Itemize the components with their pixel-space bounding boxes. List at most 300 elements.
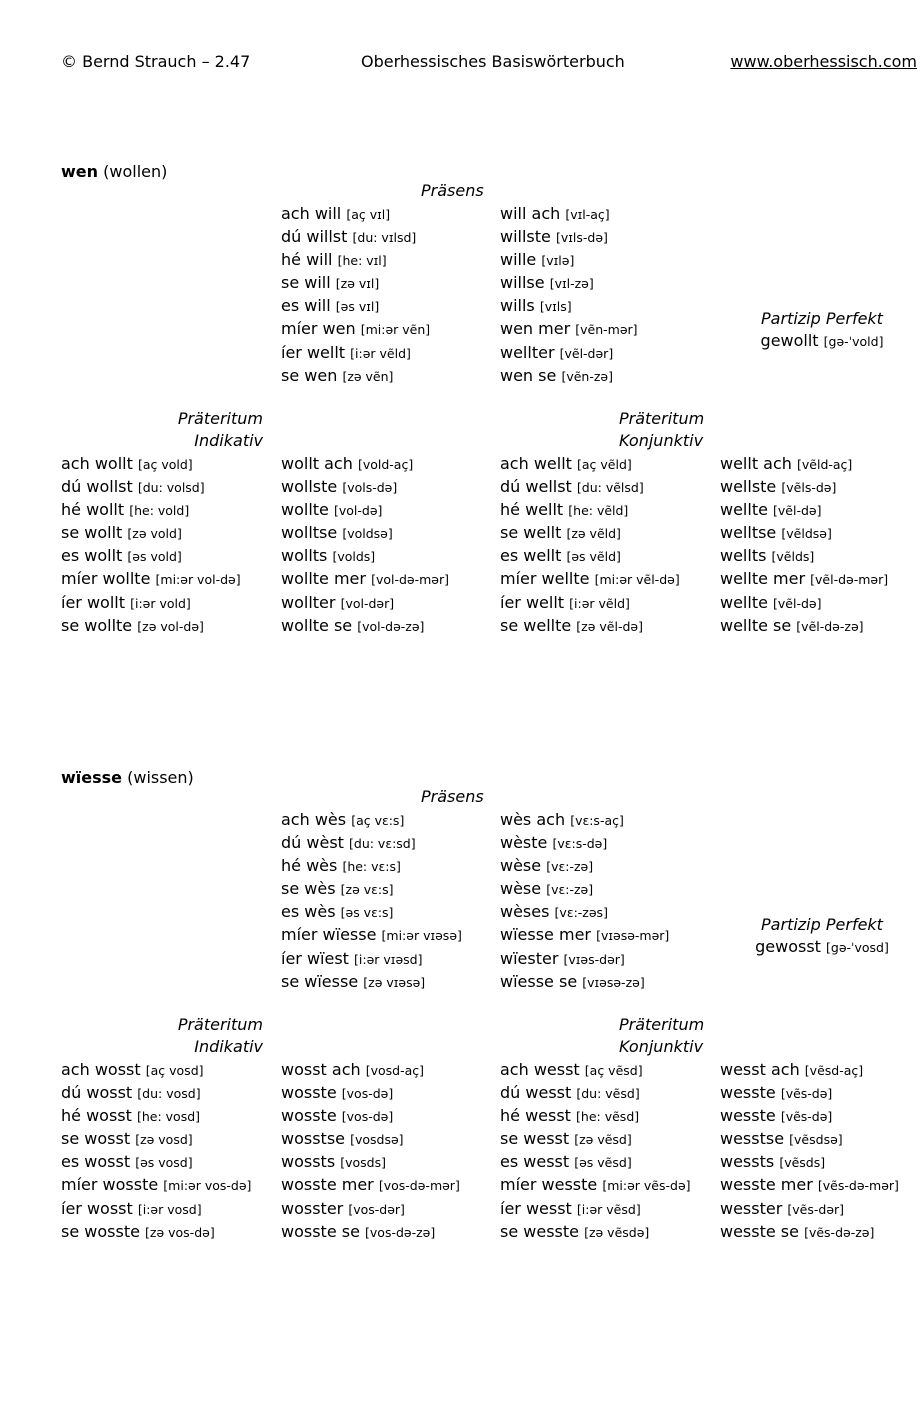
verb-form-text: se wollte: [61, 615, 133, 635]
ipa-transcription: [i:ər vẽld]: [569, 595, 630, 611]
verb-form-text: wessts: [720, 1152, 775, 1172]
praeteritum-column: [61, 1058, 279, 1243]
verb-form-text: hé wosst: [61, 1106, 132, 1126]
ipa-transcription: [vẽl-də-zə]: [796, 618, 864, 634]
conjugated-form: [281, 854, 499, 877]
conjugated-form: [61, 567, 279, 590]
ipa-transcription: [he: vold]: [129, 503, 190, 519]
conjugated-form: [61, 1150, 279, 1173]
ipa-transcription: [he: vẽld]: [568, 503, 629, 519]
verb-form-text: wille: [500, 250, 537, 270]
ipa-transcription: [vos-də]: [341, 1109, 394, 1125]
praesens-column: [281, 808, 499, 993]
conjugated-form: [61, 544, 279, 567]
ipa-transcription: [i:ər vẽsd]: [576, 1201, 641, 1217]
verb-form-text: hé will: [281, 250, 333, 270]
conjugated-form: [720, 614, 920, 637]
conjugated-form: [61, 1104, 279, 1127]
headword-gloss: (wollen): [103, 162, 168, 181]
conjugated-form: [500, 452, 718, 475]
verb-form-text: hé wellt: [500, 500, 564, 520]
conjugated-form: [500, 567, 718, 590]
conjugated-form: [720, 567, 920, 590]
headword: [61, 162, 167, 182]
ipa-transcription: [aç vẽld]: [577, 457, 632, 472]
conjugated-form: [61, 498, 279, 521]
partizip-form: [732, 330, 912, 353]
conjugated-form: [500, 900, 718, 923]
verb-form-text: wesster: [720, 1198, 783, 1218]
verb-form-text: wosste se: [281, 1221, 360, 1241]
ipa-transcription: [vɪəsə-zə]: [582, 974, 645, 990]
headword-gloss: (wissen): [127, 768, 194, 787]
conjugated-form: [500, 271, 718, 294]
conjugated-form: [720, 1220, 920, 1243]
partizip-perfekt: [732, 308, 912, 353]
conjugated-form: [281, 1173, 499, 1196]
verb-form-text: se wosste: [61, 1221, 140, 1241]
conjugated-form: [720, 1197, 920, 1220]
conjugated-form: [500, 1081, 718, 1104]
verb-form-text: íer wellt: [500, 592, 565, 612]
ipa-transcription: [əs vɪl]: [335, 299, 380, 315]
verb-form-text: wèste: [500, 833, 548, 853]
ipa-transcription: [vẽl-də]: [773, 503, 822, 519]
conjugated-form: [281, 364, 499, 387]
ipa-transcription: [zə vos-də]: [145, 1224, 215, 1240]
conjugated-form: [281, 808, 499, 831]
verb-form-text: wellte mer: [720, 569, 806, 589]
ipa-transcription: [vosdsə]: [350, 1132, 404, 1148]
conjugated-form: [500, 808, 718, 831]
verb-form-text: dú wesst: [500, 1083, 572, 1103]
conjugated-form: [720, 498, 920, 521]
ipa-transcription: [vɪlə]: [541, 253, 575, 269]
conjugated-form: [281, 498, 499, 521]
verb-form-text: se wen: [281, 365, 338, 385]
konjunktiv-label: Konjunktiv: [619, 431, 704, 450]
ipa-transcription: [i:ər vẽld]: [350, 345, 411, 361]
ipa-transcription: [aç vold]: [137, 457, 193, 472]
conjugated-form: [500, 248, 718, 271]
verb-form-text: wesste: [720, 1106, 776, 1126]
verb-form-text: wèses: [500, 902, 550, 922]
ipa-transcription: [aç vɪl]: [346, 207, 391, 222]
conjugated-form: [720, 1104, 920, 1127]
verb-form-text: dú wollst: [61, 477, 133, 497]
ipa-transcription: [zə vẽl-də]: [576, 618, 643, 634]
ipa-transcription: [i:ər vosd]: [137, 1201, 202, 1217]
ipa-transcription: [əs vẽld]: [566, 549, 621, 565]
ipa-transcription: [du: vɪlsd]: [352, 230, 417, 246]
conjugated-form: [281, 341, 499, 364]
headword-lemma: wen: [61, 162, 99, 181]
indikativ-label: Indikativ: [194, 1037, 263, 1056]
ipa-transcription: [vẽl-də]: [773, 595, 822, 611]
ipa-transcription: [voldsə]: [342, 526, 393, 542]
header-website-link[interactable]: www.oberhessisch.com: [730, 52, 917, 71]
verb-form-text: ach wès: [281, 810, 347, 829]
praeteritum-indikativ-label: Präteritum: [177, 409, 263, 428]
verb-form-text: wèse: [500, 879, 542, 899]
verb-form-text: wosste: [281, 1106, 337, 1126]
conjugated-form: [281, 202, 499, 225]
verb-form-text: ach will: [281, 204, 342, 223]
conjugated-form: [500, 498, 718, 521]
verb-form-text: se wès: [281, 879, 336, 899]
verb-form-text: se wosst: [61, 1129, 131, 1149]
verb-form-text: wollter: [281, 592, 336, 612]
ipa-transcription: [vɪəsə-mər]: [596, 928, 670, 944]
ipa-transcription: [vos-də-zə]: [365, 1224, 436, 1240]
conjugated-form: [500, 1127, 718, 1150]
verb-form-text: wosst ach: [281, 1060, 361, 1079]
ipa-transcription: [əs vẽsd]: [574, 1155, 632, 1171]
partizip-text: gewollt: [760, 331, 819, 350]
conjugated-form: [500, 970, 718, 993]
verb-form-text: wès ach: [500, 810, 566, 829]
conjugated-form: [281, 544, 499, 567]
verb-form-text: wen se: [500, 365, 557, 385]
conjugated-form: [500, 1104, 718, 1127]
conjugated-form: [720, 591, 920, 614]
ipa-transcription: [vos-də-mər]: [378, 1178, 460, 1194]
ipa-transcription: [vɪls-də]: [555, 230, 608, 246]
ipa-transcription: [vol-də]: [333, 503, 383, 519]
ipa-transcription: [i:ər vɪəsd]: [354, 951, 423, 967]
conjugated-form: [500, 591, 718, 614]
verb-form-text: wesstse: [720, 1129, 785, 1149]
indikativ-label: Indikativ: [194, 431, 263, 450]
ipa-transcription: [vɛ:s-aç]: [570, 813, 624, 828]
praesens-label: Präsens: [421, 181, 484, 200]
headword: [61, 768, 194, 788]
conjugated-form: [720, 475, 920, 498]
conjugated-form: [281, 475, 499, 498]
conjugated-form: [500, 475, 718, 498]
verb-form-text: wellte: [720, 500, 768, 520]
conjugated-form: [500, 1058, 718, 1081]
conjugated-form: [500, 1220, 718, 1243]
ipa-transcription: [vos-də]: [341, 1086, 394, 1102]
conjugated-form: [500, 521, 718, 544]
verb-form-text: íer wellt: [281, 342, 346, 362]
ipa-transcription: [vẽsdsə]: [789, 1132, 843, 1148]
conjugated-form: [61, 1173, 279, 1196]
ipa-transcription: [vɪls]: [539, 299, 572, 315]
ipa-transcription: [vẽlds]: [771, 549, 815, 565]
verb-form-text: hé wollt: [61, 500, 125, 520]
ipa-transcription: [vols-də]: [342, 480, 398, 496]
partizip-text: gewosst: [755, 937, 821, 956]
verb-entry: [0, 768, 920, 1258]
ipa-transcription: [mi:ər vẽn]: [360, 322, 431, 338]
conjugated-form: [281, 248, 499, 271]
verb-form-text: es wès: [281, 902, 336, 922]
verb-form-text: wollste: [281, 477, 338, 497]
verb-form-text: se wesste: [500, 1221, 579, 1241]
ipa-transcription: [vẽs-də-mər]: [817, 1178, 899, 1194]
ipa-transcription: [vẽsds]: [779, 1155, 826, 1171]
verb-form-text: es wesst: [500, 1152, 570, 1172]
ipa-transcription: [he: vɛ:s]: [342, 859, 401, 875]
verb-form-text: es wollt: [61, 546, 123, 566]
verb-form-text: hé wesst: [500, 1106, 571, 1126]
verb-form-text: wellste: [720, 477, 777, 497]
ipa-transcription: [aç vẽsd]: [584, 1063, 643, 1078]
praesens-column: [281, 202, 499, 387]
conjugated-form: [281, 1150, 499, 1173]
verb-form-text: wesste se: [720, 1221, 799, 1241]
ipa-transcription: [vɪəs-dər]: [563, 951, 625, 967]
conjugated-form: [500, 854, 718, 877]
ipa-transcription: [mi:ər vol-də]: [155, 572, 241, 588]
ipa-transcription: [he: vɪl]: [337, 253, 387, 269]
verb-form-text: will ach: [500, 204, 561, 223]
verb-form-text: ach wosst: [61, 1060, 141, 1079]
ipa-transcription: [zə vẽsdə]: [584, 1224, 650, 1240]
conjugated-form: [61, 1127, 279, 1150]
conjugated-form: [720, 1173, 920, 1196]
verb-form-text: wollts: [281, 546, 328, 566]
conjugated-form: [61, 1081, 279, 1104]
ipa-transcription: [vẽs-də]: [780, 1086, 833, 1102]
praeteritum-column: [281, 452, 499, 637]
conjugated-form: [281, 923, 499, 946]
verb-form-text: wollte mer: [281, 569, 366, 589]
conjugated-form: [720, 1081, 920, 1104]
praeteritum-column: [500, 1058, 718, 1243]
verb-form-text: se wïesse: [281, 971, 359, 991]
ipa-transcription: [volds]: [332, 549, 376, 565]
verb-form-text: dú willst: [281, 227, 348, 247]
conjugated-form: [281, 1104, 499, 1127]
verb-form-text: wellte: [720, 592, 768, 612]
verb-form-text: wossts: [281, 1152, 336, 1172]
praeteritum-column: [61, 452, 279, 637]
verb-form-text: wesste mer: [720, 1175, 813, 1195]
ipa-transcription: [əs vɛ:s]: [340, 905, 394, 921]
verb-form-text: wellt ach: [720, 454, 792, 473]
ipa-transcription: [zə vɪəsə]: [363, 974, 426, 990]
conjugated-form: [500, 923, 718, 946]
conjugated-form: [281, 614, 499, 637]
praeteritum-column: [281, 1058, 499, 1243]
conjugated-form: [720, 452, 920, 475]
verb-form-text: íer wesst: [500, 1198, 572, 1218]
verb-form-text: wosste: [281, 1083, 337, 1103]
ipa-transcription: [vẽldsə]: [781, 526, 832, 542]
ipa-transcription: [du: vosd]: [137, 1086, 201, 1102]
verb-form-text: míer wen: [281, 319, 356, 339]
praesens-column: [500, 202, 718, 387]
ipa-transcription: [zə vẽld]: [566, 526, 621, 542]
conjugated-form: [500, 831, 718, 854]
conjugated-form: [500, 614, 718, 637]
ipa-transcription: [vẽld-aç]: [797, 457, 853, 472]
praeteritum-indikativ-label: Präteritum: [177, 1015, 263, 1034]
praesens-label: Präsens: [421, 787, 484, 806]
verb-form-text: willse: [500, 273, 545, 293]
ipa-transcription: [vos-dər]: [348, 1201, 405, 1217]
ipa-transcription: [i:ər vold]: [130, 595, 191, 611]
ipa-transcription: [əs vosd]: [135, 1155, 193, 1171]
ipa-transcription: [zə vol-də]: [137, 618, 204, 634]
verb-form-text: wollte se: [281, 615, 353, 635]
ipa-transcription: [vold-aç]: [357, 457, 414, 472]
ipa-transcription: [vosd-aç]: [365, 1063, 425, 1078]
verb-form-text: wellter: [500, 342, 555, 362]
verb-form-text: wellte se: [720, 615, 792, 635]
verb-form-text: es will: [281, 296, 331, 316]
conjugated-form: [281, 947, 499, 970]
conjugated-form: [281, 831, 499, 854]
verb-form-text: ach wollt: [61, 454, 133, 473]
partizip-label: Partizip Perfekt: [761, 915, 883, 934]
ipa-transcription: [vɪl-zə]: [549, 276, 594, 292]
conjugated-form: [61, 521, 279, 544]
ipa-transcription: [zə vɪl]: [335, 276, 380, 292]
conjugated-form: [500, 225, 718, 248]
conjugated-form: [500, 544, 718, 567]
conjugated-form: [720, 544, 920, 567]
ipa-transcription: [vẽs-dər]: [787, 1201, 845, 1217]
ipa-transcription: [vẽsd-aç]: [804, 1063, 864, 1078]
conjugated-form: [281, 567, 499, 590]
conjugated-form: [720, 521, 920, 544]
conjugated-form: [281, 225, 499, 248]
verb-form-text: wesst ach: [720, 1060, 800, 1079]
ipa-transcription: [vɛ:s-də]: [552, 836, 608, 852]
ipa-transcription: [mi:ər vẽl-də]: [594, 572, 680, 588]
verb-form-text: ach wesst: [500, 1060, 580, 1079]
conjugated-form: [281, 877, 499, 900]
conjugated-form: [281, 1127, 499, 1150]
conjugated-form: [500, 947, 718, 970]
ipa-transcription: [he: vosd]: [136, 1109, 201, 1125]
verb-form-text: wollt ach: [281, 454, 353, 473]
partizip-perfekt: [732, 914, 912, 959]
verb-form-text: se wellte: [500, 615, 572, 635]
ipa-transcription: [du: vẽlsd]: [576, 480, 644, 496]
verb-form-text: wïesse mer: [500, 925, 591, 945]
conjugated-form: [281, 294, 499, 317]
verb-form-text: wèse: [500, 856, 542, 876]
conjugated-form: [500, 1173, 718, 1196]
ipa-transcription: [vɛ:-zəs]: [554, 905, 608, 921]
ipa-transcription: [vol-də-mər]: [371, 572, 450, 588]
ipa-transcription: [vẽl-dər]: [559, 345, 614, 361]
verb-form-text: míer wellte: [500, 569, 590, 589]
verb-form-text: íer wollt: [61, 592, 125, 612]
conjugated-form: [281, 1197, 499, 1220]
conjugated-form: [281, 900, 499, 923]
verb-form-text: wosste mer: [281, 1175, 374, 1195]
verb-form-text: míer wïesse: [281, 925, 377, 945]
conjugated-form: [281, 970, 499, 993]
header-title: Oberhessisches Basiswörterbuch: [361, 52, 625, 71]
ipa-transcription: [aç vɛ:s]: [351, 813, 405, 828]
ipa-transcription: [vẽl-də-mər]: [810, 572, 889, 588]
conjugated-form: [61, 475, 279, 498]
praeteritum-column: [500, 452, 718, 637]
ipa-transcription: [mi:ər vos-də]: [163, 1178, 252, 1194]
conjugated-form: [281, 317, 499, 340]
conjugated-form: [61, 591, 279, 614]
conjugated-form: [500, 877, 718, 900]
praeteritum-column: [720, 452, 920, 637]
conjugated-form: [281, 591, 499, 614]
conjugated-form: [720, 1150, 920, 1173]
conjugated-form: [61, 1220, 279, 1243]
verb-form-text: wesste: [720, 1083, 776, 1103]
verb-entry: [0, 162, 920, 652]
ipa-transcription: [vẽls-də]: [781, 480, 837, 496]
ipa-transcription: [vẽn-mər]: [575, 322, 638, 338]
konjunktiv-label: Konjunktiv: [619, 1037, 704, 1056]
conjugated-form: [500, 364, 718, 387]
verb-form-text: dú wellst: [500, 477, 572, 497]
verb-form-text: dú wosst: [61, 1083, 133, 1103]
verb-form-text: willste: [500, 227, 551, 247]
ipa-transcription: [vol-dər]: [340, 595, 395, 611]
ipa-transcription: [du: volsd]: [137, 480, 205, 496]
ipa-transcription: [vosds]: [340, 1155, 387, 1171]
ipa-transcription: [vɪl-aç]: [565, 207, 610, 222]
verb-form-text: wosster: [281, 1198, 344, 1218]
ipa-transcription: [mi:ər vẽs-də]: [602, 1178, 691, 1194]
ipa-transcription: [zə vosd]: [135, 1132, 193, 1148]
verb-form-text: es wosst: [61, 1152, 131, 1172]
verb-form-text: ach wellt: [500, 454, 572, 473]
verb-form-text: íer wosst: [61, 1198, 133, 1218]
praeteritum-konjunktiv-label: Präteritum: [619, 409, 705, 428]
conjugated-form: [61, 452, 279, 475]
praeteritum-konjunktiv-label: Präteritum: [619, 1015, 705, 1034]
ipa-transcription: [du: vɛ:sd]: [349, 836, 416, 852]
ipa-transcription: [aç vosd]: [145, 1063, 204, 1078]
conjugated-form: [61, 1058, 279, 1081]
verb-form-text: íer wïest: [281, 948, 349, 968]
conjugated-form: [500, 1197, 718, 1220]
verb-form-text: wills: [500, 296, 535, 316]
conjugated-form: [281, 1058, 499, 1081]
ipa-transcription: [zə vɛ:s]: [340, 882, 394, 898]
verb-form-text: wen mer: [500, 319, 571, 339]
headword-lemma: wïesse: [61, 768, 123, 787]
conjugated-form: [61, 1197, 279, 1220]
conjugated-form: [281, 521, 499, 544]
ipa-transcription: [vẽn-zə]: [561, 368, 613, 384]
conjugated-form: [500, 317, 718, 340]
verb-form-text: wollte: [281, 500, 329, 520]
ipa-transcription: [he: vẽsd]: [576, 1109, 640, 1125]
verb-form-text: míer wosste: [61, 1175, 159, 1195]
verb-form-text: míer wollte: [61, 569, 151, 589]
conjugated-form: [720, 1127, 920, 1150]
verb-form-text: es wellt: [500, 546, 562, 566]
conjugated-form: [500, 202, 718, 225]
ipa-transcription: [vɛ:-zə]: [546, 882, 594, 898]
conjugated-form: [281, 452, 499, 475]
verb-form-text: dú wèst: [281, 833, 344, 853]
verb-form-text: wosstse: [281, 1129, 345, 1149]
verb-form-text: míer wesste: [500, 1175, 598, 1195]
verb-form-text: wïesse se: [500, 971, 578, 991]
conjugated-form: [281, 1220, 499, 1243]
conjugated-form: [61, 614, 279, 637]
verb-form-text: hé wès: [281, 856, 338, 876]
